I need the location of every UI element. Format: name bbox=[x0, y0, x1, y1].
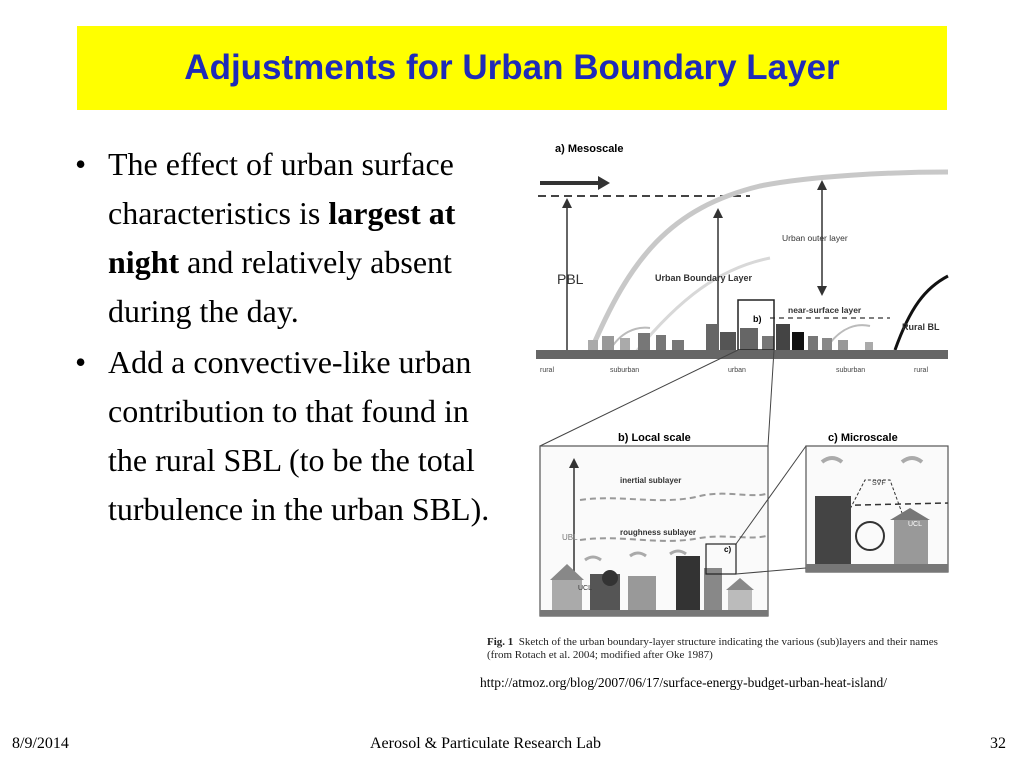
roughness-sublayer-label: roughness sublayer bbox=[620, 528, 697, 537]
b-box-label: b) bbox=[753, 314, 762, 324]
ground-label-suburban: suburban bbox=[610, 367, 640, 374]
rural-bl-label: Rural BL bbox=[902, 322, 940, 332]
ubl-arrowhead-icon bbox=[713, 208, 723, 218]
bullet-icon: • bbox=[75, 344, 87, 380]
ground-strip bbox=[536, 350, 948, 359]
pbl-arrowhead-icon bbox=[562, 198, 572, 208]
bullet-item bbox=[75, 140, 495, 336]
bullet-item bbox=[75, 338, 495, 534]
caption-text: Sketch of the urban boundary-layer structure indicating the various (sub)layers and their names (from Rotach et al. 2004; modified after Oke 1987) bbox=[487, 636, 938, 661]
c-box-label: c) bbox=[724, 545, 732, 554]
bullet-text: Add a convective-like urban contribution to that found in the rural SBL (to be the total turbulence in the urban SBL). bbox=[108, 344, 490, 527]
near-surface-layer-label: near-surface layer bbox=[788, 305, 862, 315]
ground-label-rural: rural bbox=[914, 367, 929, 374]
ground-label-rural: rural bbox=[540, 367, 555, 374]
local-scale-label: b) Local scale bbox=[618, 432, 691, 444]
pbl-label: PBL bbox=[557, 271, 584, 287]
footer-page-number: 32 bbox=[990, 735, 1006, 752]
ucl-label: UCL bbox=[578, 585, 593, 592]
footer-lab-name: Aerosol & Particulate Research Lab bbox=[370, 735, 602, 752]
bullet-text-post: and relatively absent during the day. bbox=[108, 244, 452, 329]
outer-arrowhead-down-icon bbox=[817, 286, 827, 296]
svf-label: SVF bbox=[872, 480, 886, 487]
ucl-micro-label: UCL bbox=[908, 521, 923, 528]
slide-title: Adjustments for Urban Boundary Layer bbox=[184, 48, 840, 87]
mesoscale-label: a) Mesoscale bbox=[555, 143, 624, 155]
bullet-icon: • bbox=[75, 146, 87, 182]
micro-building bbox=[815, 496, 851, 564]
micro-ground bbox=[806, 564, 948, 572]
mixing-curve bbox=[830, 325, 870, 343]
ubl-label: UBL bbox=[562, 533, 578, 542]
outer-arrowhead-up-icon bbox=[817, 180, 827, 190]
bullet-list bbox=[75, 140, 495, 536]
figure-caption bbox=[487, 636, 957, 662]
rural-bl-curve bbox=[895, 276, 948, 350]
zoom-line bbox=[768, 350, 774, 446]
wind-arrowhead-icon bbox=[598, 176, 610, 190]
building-skyline bbox=[588, 324, 873, 350]
ground-label-suburban: suburban bbox=[836, 367, 866, 374]
title-banner bbox=[77, 26, 947, 110]
urban-outer-layer-label: Urban outer layer bbox=[782, 233, 848, 243]
urban-boundary-layer-figure bbox=[470, 128, 960, 668]
source-url-link[interactable]: http://atmoz.org/blog/2007/06/17/surface-energy-budget-urban-heat-island/ bbox=[480, 675, 888, 690]
urban-outer-layer-curve bbox=[590, 172, 948, 353]
caption-fig-label: Fig. 1 bbox=[487, 636, 514, 648]
microscale-label: c) Microscale bbox=[828, 432, 898, 444]
footer-date: 8/9/2014 bbox=[12, 735, 69, 752]
bullet-text-bold: largest at night bbox=[108, 195, 456, 280]
ground-label-urban: urban bbox=[728, 367, 746, 374]
bullet-text-pre: The effect of urban surface characteristics is bbox=[108, 146, 454, 231]
inertial-sublayer-label: inertial sublayer bbox=[620, 476, 682, 485]
urban-boundary-layer-label: Urban Boundary Layer bbox=[655, 273, 753, 283]
local-ground bbox=[540, 610, 768, 616]
